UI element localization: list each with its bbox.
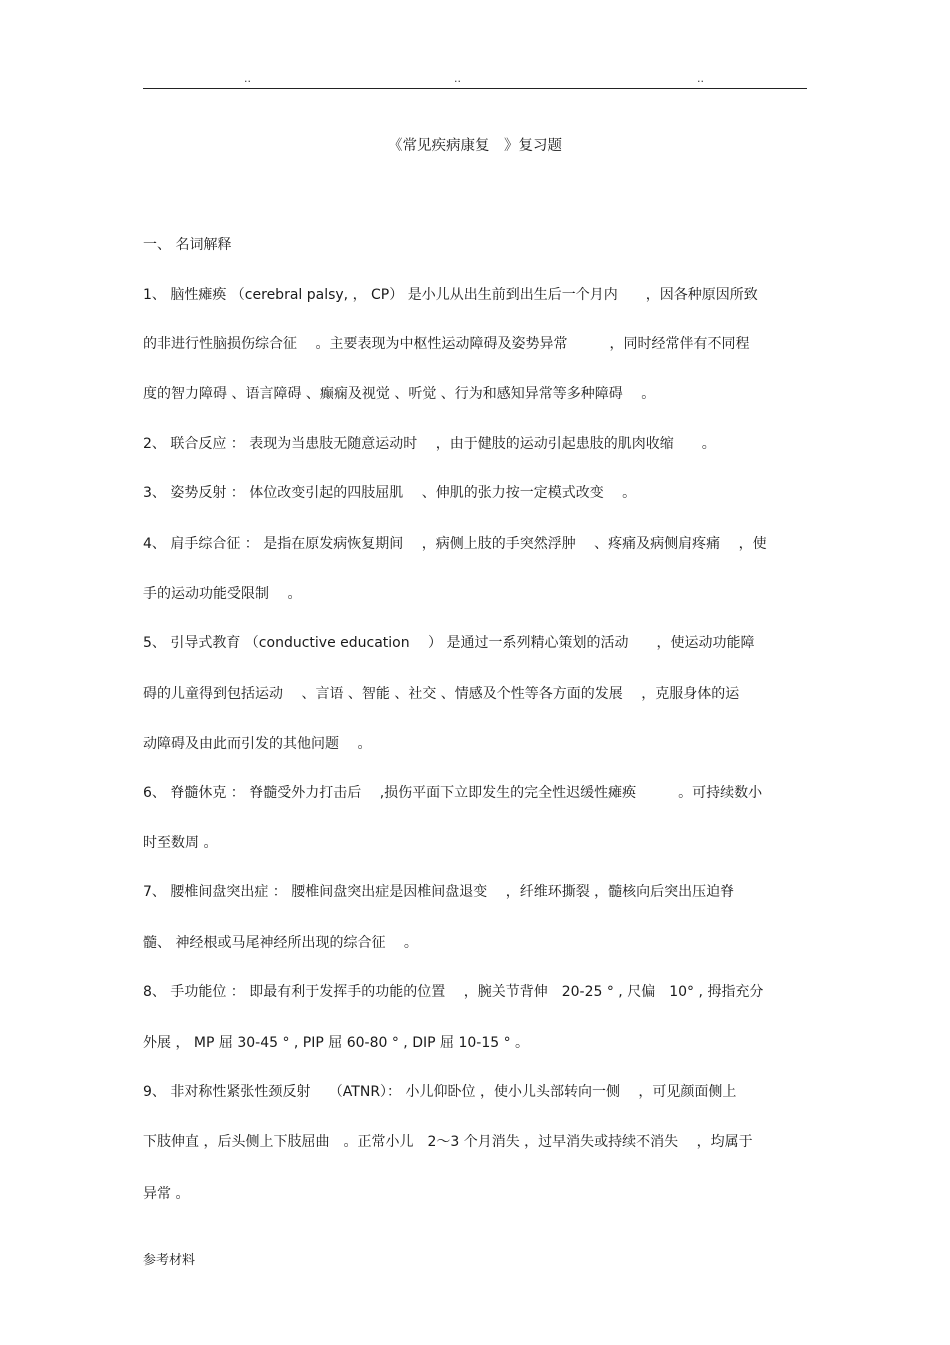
text-line: 8、 手功能位 ： 即最有利于发挥手的功能的位置 ，腕关节背伸 20-25 ° , 尺偏 10° , 拇指充分: [143, 984, 764, 1000]
text-line: 2、 联合反应 ： 表现为当患肢无随意运动时 ，由于健肢的运动引起患肢的肌肉收缩 。: [143, 436, 716, 452]
text-line: 的非进行性脑损伤综合征 。主要表现为中枢性运动障碍及姿势异常 ，同时经常伴有不同程: [143, 336, 750, 352]
text-line: 5、 引导式教育 （conductive education ） 是通过一系列精心策划的活动 ，使运动功能障: [143, 635, 755, 651]
text-line: 9、 非对称性紧张性颈反射 （ATNR）： 小儿仰卧位 ，使小儿头部转向一侧 ，可见颜面侧上: [143, 1084, 737, 1100]
text-line: 手的运动功能受限制 。: [143, 586, 302, 602]
text-line: 6、 脊髓休克 ： 脊髓受外力打击后 ,损伤平面下立即发生的完全性迟缓性瘫痪 。可持续数小: [143, 785, 763, 801]
text-line: 碍的儿童得到包括运动 、言语 、智能 、社交 、情感及个性等各方面的发展 ，克服身体的运: [143, 686, 740, 702]
text-line: 7、 腰椎间盘突出症 ： 腰椎间盘突出症是因椎间盘退变 ，纤维环撕裂 ，髓核向后突出压迫脊: [143, 884, 735, 900]
text-line: 时至数周 。: [143, 835, 218, 851]
header-dots-left: ..: [244, 72, 251, 85]
page-footer: 参考材料: [143, 1253, 196, 1268]
header-dots-right: ..: [697, 72, 704, 85]
document-title: 《常见疾病康复 》复习题: [388, 138, 562, 154]
text-line: 异常 。: [143, 1186, 190, 1202]
text-line: 外展 ， MP 屈 30-45 ° , PIP 屈 60-80 ° , DIP 屈 10-15 ° 。: [143, 1035, 530, 1051]
header-rule: [143, 88, 807, 89]
text-line: 度的智力障碍 、语言障碍 、癫痫及视觉 、听觉 、行为和感知异常等多种障碍 。: [143, 386, 656, 402]
page-header: [0, 72, 950, 86]
text-line: 3、 姿势反射 ： 体位改变引起的四肢屈肌 、伸肌的张力按一定模式改变 。: [143, 485, 637, 501]
text-line: 动障碍及由此而引发的其他问题 。: [143, 736, 372, 752]
text-line: 4、 肩手综合征 ： 是指在原发病恢复期间 ，病侧上肢的手突然浮肿 、疼痛及病侧肩疼痛 ，使: [143, 536, 767, 552]
text-line: 髓、 神经根或马尾神经所出现的综合征 。: [143, 935, 418, 951]
text-line: 下肢伸直 ，后头侧上下肢屈曲 。正常小儿 2～3 个月消失 ，过早消失或持续不消失 ，均属于: [143, 1134, 753, 1150]
header-dots-center: ..: [454, 72, 461, 85]
text-line: 1、 脑性瘫痪 （cerebral palsy, ， CP） 是小儿从出生前到出生后一个月内 ，因各种原因所致: [143, 287, 758, 303]
section-heading: 一、 名词解释: [143, 237, 232, 253]
